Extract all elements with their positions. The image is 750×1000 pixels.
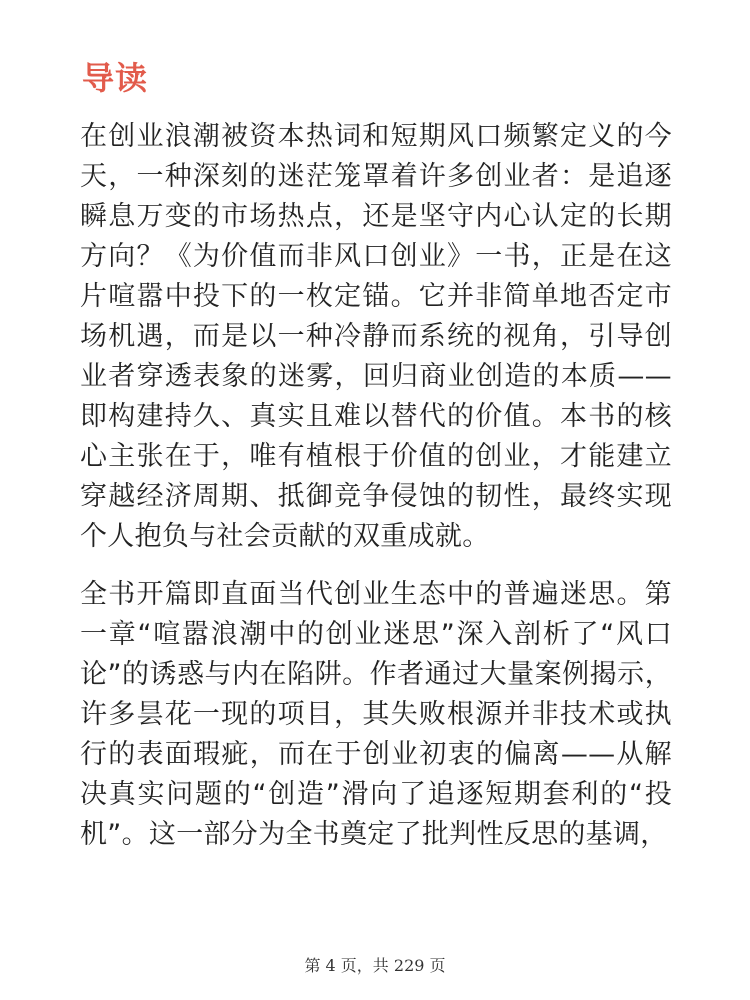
body-text: [80, 117, 672, 873]
paragraph-1: 在创业浪潮被资本热词和短期风口频繁定义的今天，一种深刻的迷茫笼罩着许多创业者：是追逐瞬息万变的市场热点，还是坚守内心认定的长期方向？《为价值而非风口创业》一书，正是在这片喧嚣中投下的一枚定锚。它并非简单地否定市场机遇，而是以一种冷静而系统的视角，引导创业者穿透表象的迷雾，回归商业创造的本质——即构建持久、真实且难以替代的价值。本书的核心主张在于，唯有植根于价值的创业，才能建立穿越经济周期、抵御竞争侵蚀的韧性，最终实现个人抱负与社会贡献的双重成就。: [80, 121, 672, 552]
section-title: 导读: [82, 59, 149, 97]
paragraph-2: 全书开篇即直面当代创业生态中的普遍迷思。第一章“喧嚣浪潮中的创业迷思”深入剖析了“风口论”的诱惑与内在陷阱。作者通过大量案例揭示，许多昙花一现的项目，其失败根源并非技术或执行的表面瑕疵，而在于创业初衷的偏离——从解决真实问题的“创造”滑向了追逐短期套利的“投机”。这一部分为全书奠定了批判性反思的基调，: [80, 579, 672, 850]
page-number: 第 4 页，共 229 页: [304, 956, 446, 975]
